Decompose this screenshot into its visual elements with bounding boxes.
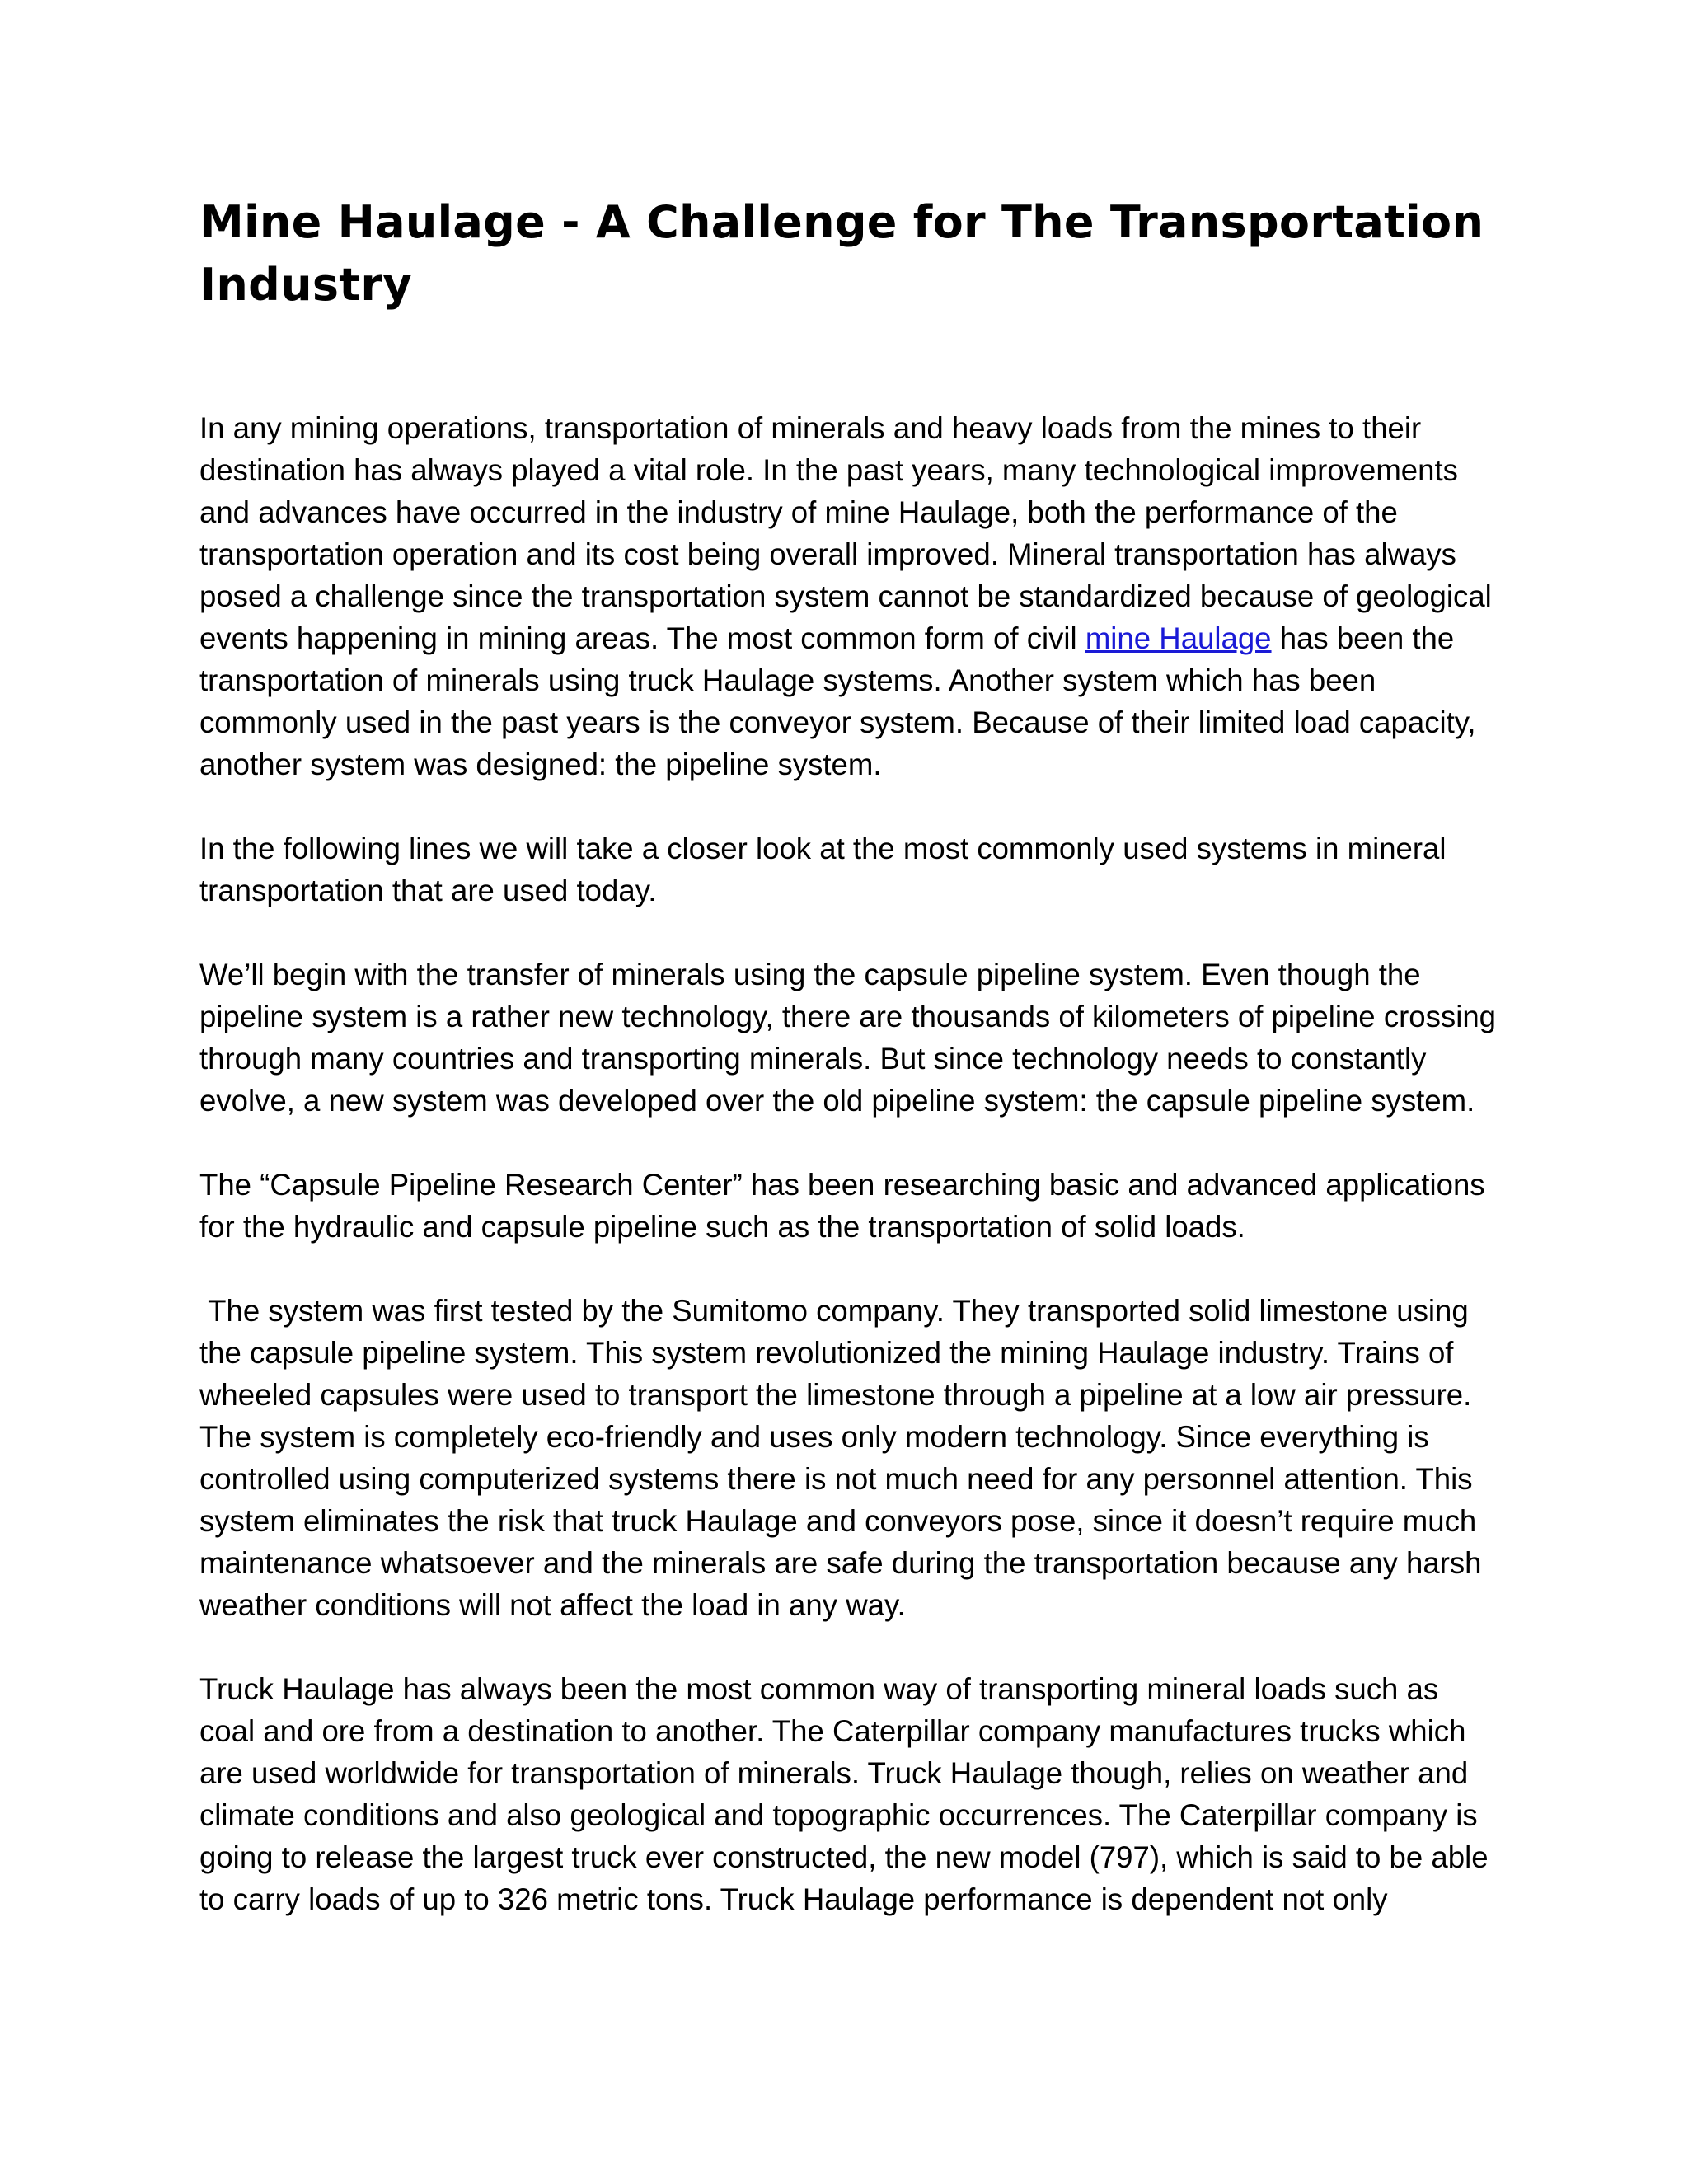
paragraph-truck-haulage: Truck Haulage has always been the most common way of transporting mineral loads such as coal and ore from a destination to another. The Caterpillar company manufactures trucks which are used worldwide for transportation of minerals. Truck Haulage though, relies on weather and climate conditions and also geological and topographic occurrences. The Caterpillar company is going to release the largest truck ever constructed, the new model (797), which is said to be able to carry loads of up to 326 metric tons. Truck Haulage performance is dependent not only bbox=[199, 1672, 1489, 1916]
paragraph-intro-text-after: has been the transportation of minerals using truck Haulage systems. Another system which has been commonly used in the past years is the conveyor system. Because of their limited load capacity, another system was designed: the pipeline system. bbox=[199, 621, 1476, 781]
paragraph-sumitomo: The system was first tested by the Sumitomo company. They transported solid limestone using the capsule pipeline system. This system revolutionized the mining Haulage industry. Trains of wheeled capsules were used to transport the limestone through a pipeline at a low air pressure. The system is completely eco-friendly and uses only modern technology. Since everything is controlled using computerized systems there is not much need for any personnel attention. This system eliminates the risk that truck Haulage and conveyors pose, since it doesn’t require much maintenance whatsoever and the minerals are safe during the transportation because any harsh weather conditions will not affect the load in any way. bbox=[199, 1294, 1490, 1622]
paragraph-capsule-pipeline: We’ll begin with the transfer of minerals using the capsule pipeline system. Even though the pipeline system is a rather new technology, there are thousands of kilometers of pipeline crossing through many countries and transporting minerals. But since technology needs to constantly evolve, a new system was developed over the old pipeline system: the capsule pipeline system. bbox=[199, 958, 1497, 1118]
document-body bbox=[199, 407, 1502, 1920]
mine-haulage-link[interactable]: mine Haulage bbox=[1085, 621, 1272, 655]
document-title: Mine Haulage - A Challenge for The Transportation Industry bbox=[199, 196, 1484, 311]
paragraph-research-center: The “Capsule Pipeline Research Center” has been researching basic and advanced applications for the hydraulic and capsule pipeline such as the transportation of solid loads. bbox=[199, 1168, 1485, 1244]
paragraph-intro bbox=[199, 407, 1502, 785]
paragraph-intro-text-before: In any mining operations, transportation of minerals and heavy loads from the mines to their destination has always played a vital role. In the past years, many technological improvements and advances have occurred in the industry of mine Haulage, both the performance of the transportation operation and its cost being overall improved. Mineral transportation has always posed a challenge since the transportation system cannot be standardized because of geological events happening in mining areas. The most common form of civil bbox=[199, 411, 1492, 655]
document-content bbox=[199, 191, 1502, 1962]
paragraph-following-lines: In the following lines we will take a closer look at the most commonly used systems in mineral transportation that are used today. bbox=[199, 832, 1447, 907]
